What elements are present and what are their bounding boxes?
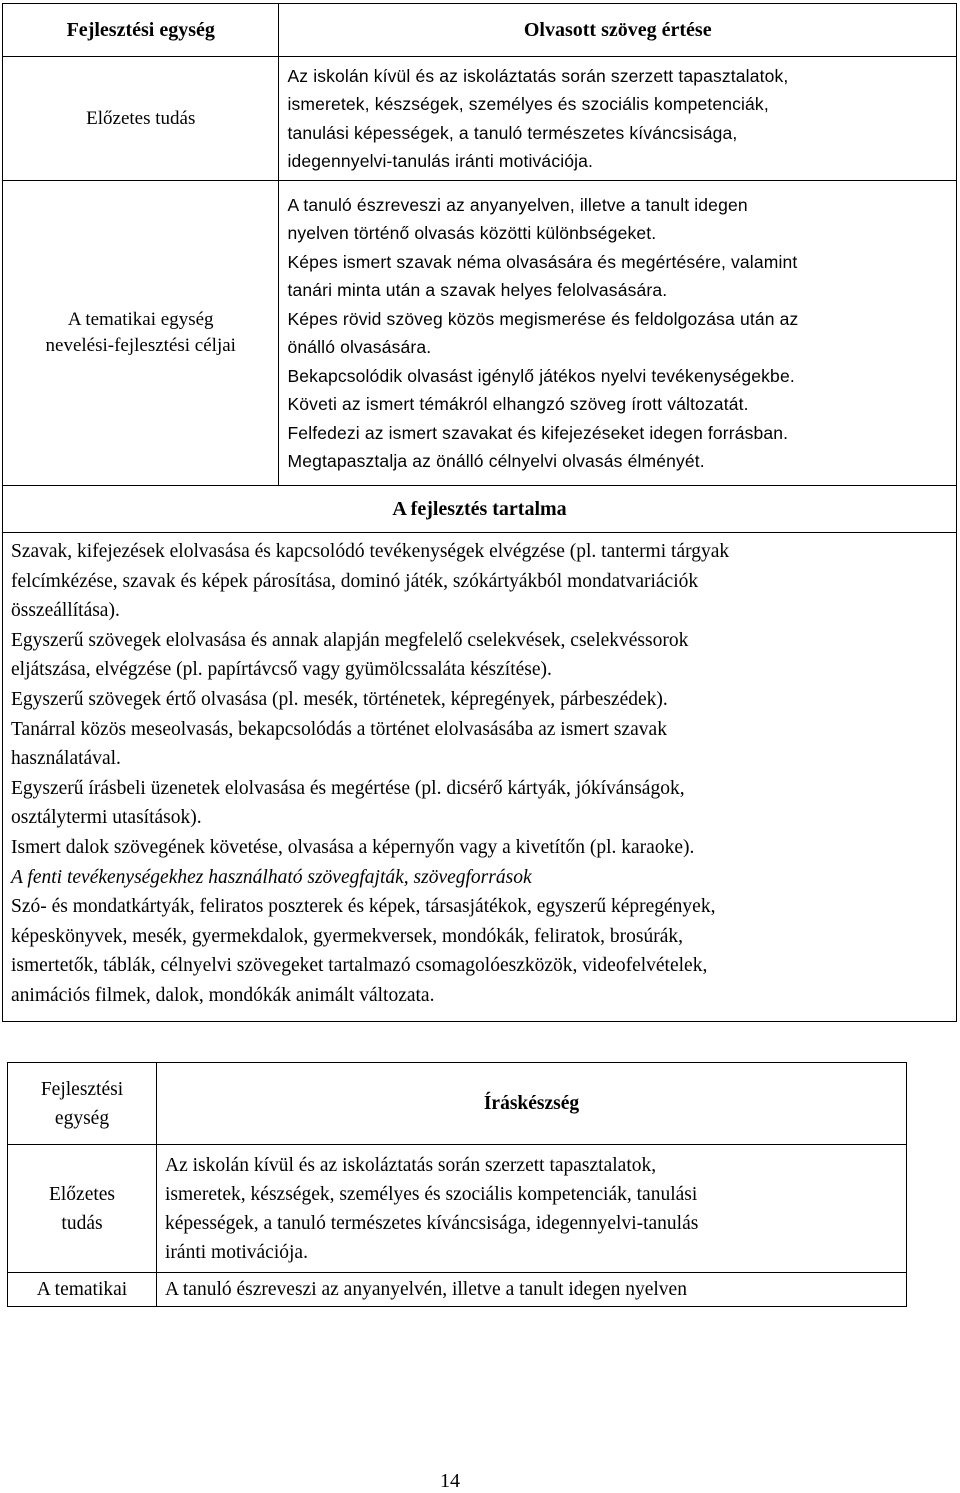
text-line: használatával.	[11, 748, 121, 770]
text-line: Bekapcsolódik olvasást igénylő játékos nyelvi tevékenységekbe.	[287, 365, 795, 386]
header-line: Fejlesztési	[40, 1078, 124, 1100]
writing-skills-table	[7, 1062, 907, 1307]
text-line: Egyszerű írásbeli üzenetek elolvasása és megértése (pl. dicsérő kártyák, jókívánságok,	[11, 777, 685, 799]
content-heading: A fejlesztés tartalma	[3, 486, 957, 533]
header-development-unit	[8, 1063, 157, 1145]
reading-comprehension-table	[2, 3, 957, 1022]
header-writing-skills: Íráskészség	[157, 1063, 907, 1145]
text-line: ismeretek, készségek, személyes és szociális kompetenciák,	[287, 94, 769, 114]
goals-label-line: A tematikai egység	[67, 309, 214, 330]
prior-knowledge-label	[8, 1145, 157, 1273]
prior-knowledge-label: Előzetes tudás	[3, 57, 279, 181]
label-line: tudás	[61, 1212, 103, 1234]
goals-label-line: nevelési-fejlesztési céljai	[45, 335, 236, 356]
text-line: ismeretek, készségek, személyes és szociális kompetenciák, tanulási	[165, 1183, 698, 1205]
content-text	[3, 533, 957, 1022]
text-line: képeskönyvek, mesék, gyermekdalok, gyermekversek, mondókák, feliratok, brosúrák,	[11, 925, 684, 947]
text-line: ismertetők, táblák, célnyelvi szövegeket tartalmazó csomagolóeszközök, videofelvételek,	[11, 955, 708, 977]
text-line: képességek, a tanuló természetes kíváncsisága, idegennyelvi-tanulás	[165, 1212, 699, 1234]
text-line: idegennyelvi-tanulás iránti motivációja.	[287, 151, 594, 171]
goals-text: A tanuló észreveszi az anyanyelvén, illetve a tanult idegen nyelven	[157, 1273, 907, 1307]
prior-knowledge-text	[157, 1145, 907, 1273]
header-line: egység	[54, 1107, 110, 1129]
text-line: összeállítása).	[11, 600, 120, 622]
page-number: 14	[440, 1470, 460, 1492]
goals-label	[3, 181, 279, 486]
text-line: Felfedezi az ismert szavakat és kifejezéseket idegen forrásban.	[287, 422, 789, 443]
text-line: animációs filmek, dalok, mondókák animált változata.	[11, 984, 435, 1006]
text-line: tanári minta után a szavak helyes felolvasására.	[287, 280, 668, 300]
prior-knowledge-text	[279, 57, 957, 181]
text-line: eljátszása, elvégzése (pl. papírtávcső vagy gyümölcssaláta készítése).	[11, 659, 552, 681]
text-line: Szó- és mondatkártyák, feliratos poszterek és képek, társasjátékok, egyszerű képregények,	[11, 896, 716, 918]
text-line: Az iskolán kívül és az iskoláztatás során szerzett tapasztalatok,	[165, 1154, 657, 1176]
text-line: Megtapasztalja az önálló célnyelvi olvasás élményét.	[287, 451, 705, 471]
text-types-heading: A fenti tevékenységekhez használható szövegfajták, szövegforrások	[11, 866, 532, 888]
text-line: Képes rövid szöveg közös megismerése és feldolgozása után az	[287, 308, 799, 329]
text-line: Egyszerű szövegek elolvasása és annak alapján megfelelő cselekvések, cselekvéssorok	[11, 629, 689, 651]
text-line: Képes ismert szavak néma olvasására és megértésére, valamint	[287, 251, 798, 272]
text-line: Szavak, kifejezések elolvasása és kapcsolódó tevékenységek elvégzése (pl. tantermi tárgyak	[11, 541, 730, 562]
text-line: Az iskolán kívül és az iskoláztatás során szerzett tapasztalatok,	[287, 65, 789, 86]
text-line: felcímkézése, szavak és képek párosítása, dominó játék, szókártyákból mondatvariációk	[11, 570, 699, 592]
text-line: Ismert dalok szövegének követése, olvasása a képernyőn vagy a kivetítőn (pl. karaoke).	[11, 836, 695, 858]
header-development-unit: Fejlesztési egység	[3, 4, 279, 57]
text-line: iránti motivációja.	[165, 1241, 308, 1263]
goals-text	[279, 181, 957, 486]
text-line: Tanárral közös meseolvasás, bekapcsolódás a történet elolvasásába az ismert szavak	[11, 718, 667, 740]
header-reading-comprehension: Olvasott szöveg értése	[279, 4, 957, 57]
label-line: Előzetes	[48, 1183, 116, 1205]
text-line: önálló olvasására.	[287, 337, 432, 357]
text-line: Követi az ismert témákról elhangzó szöveg írott változatát.	[287, 394, 749, 414]
text-line: nyelven történő olvasás közötti különbségeket.	[287, 223, 657, 243]
text-line: osztálytermi utasítások).	[11, 807, 202, 829]
text-line: tanulási képességek, a tanuló természetes kíváncsisága,	[287, 122, 738, 143]
goals-label: A tematikai	[8, 1273, 157, 1307]
text-line: Egyszerű szövegek értő olvasása (pl. mesék, történetek, képregények, párbeszédek).	[11, 688, 668, 710]
text-line: A tanuló észreveszi az anyanyelven, illetve a tanult idegen	[287, 194, 748, 215]
